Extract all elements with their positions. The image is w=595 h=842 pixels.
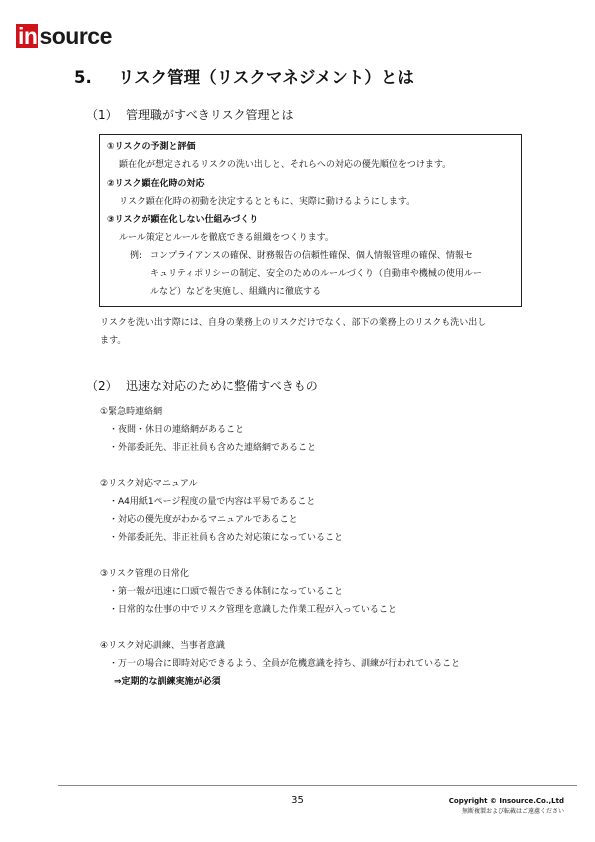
copyright-notice: 無断複製および転載はご遠慮ください <box>461 808 564 815</box>
section-title: リスク管理（リスクマネジメント）とは <box>118 68 414 87</box>
subsection-2-title: 迅速な対応のために整備すべきもの <box>126 379 318 393</box>
group-item: ・夜間・休日の連絡網があること <box>109 425 245 435</box>
training-emphasis: ⇒定期的な訓練実施が必須 <box>114 677 221 687</box>
group-item: ・第一報が迅速に口頭で報告できる体制になっていること <box>109 587 344 597</box>
subsection-1-title: 管理職がすべきリスク管理とは <box>126 108 294 122</box>
section-number: 5. <box>74 68 92 87</box>
subsection-1-number: （1） <box>86 108 118 122</box>
group-item: ・万一の場合に即時対応できるよう、全員が危機意識を持ち、訓練が行われていること <box>109 659 461 669</box>
group-title: ④リスク対応訓練、当事者意識 <box>100 641 225 651</box>
group-title: ③リスク管理の日常化 <box>100 569 189 579</box>
group-title: ②リスク対応マニュアル <box>100 479 198 489</box>
group-item: ・日常的な仕事の中でリスク管理を意識した作業工程が入っていること <box>109 605 397 615</box>
box-example-line: キュリティポリシーの制定、安全のためのルールづくり（自動車や機械の使用ルー <box>150 269 482 279</box>
footer-divider <box>58 785 577 786</box>
box-item3-title: ③リスクが顕在化しない仕組みづくり <box>107 215 259 225</box>
subsection-2-number: （2） <box>86 379 118 393</box>
logo-in-mark: in <box>18 23 38 49</box>
group-item: ・対応の優先度がわかるマニュアルであること <box>109 515 298 525</box>
box-item2-title: ②リスク顕在化時の対応 <box>107 179 205 189</box>
copyright-text: Copyright © Insource.Co.,Ltd <box>448 797 564 805</box>
box-item1-title: ①リスクの予測と評価 <box>107 142 196 152</box>
box-example-line: コンプライアンスの確保、財務報告の信頼性確保、個人情報管理の確保、情報セ <box>150 251 473 261</box>
section-heading <box>74 64 414 88</box>
box-example-label: 例: <box>130 251 143 261</box>
insource-logo <box>16 24 112 48</box>
box-example-line: ルなど）などを実施し、組織内に徹底する <box>150 287 322 297</box>
subsection-2-heading <box>86 377 318 394</box>
box-item1-text: 顕在化が想定されるリスクの洗い出しと、それらへの対応の優先順位をつけます。 <box>119 160 452 170</box>
box-item2-text: リスク顕在化時の初動を決定するとともに、実際に動けるようにします。 <box>119 197 416 207</box>
group-item: ・外部委託先、非正社員も含めた対応策になっていること <box>109 533 344 543</box>
note-line: リスクを洗い出す際には、自身の業務上のリスクだけでなく、部下の業務上のリスクも洗い出し <box>100 318 487 328</box>
logo-wordmark: source <box>39 23 112 49</box>
note-line: ます。 <box>100 336 127 346</box>
group-item: ・A4用紙1ページ程度の量で内容は平易であること <box>109 497 316 507</box>
group-title: ①緊急時連絡網 <box>100 407 163 417</box>
box-item3-text: ルール策定とルールを徹底できる組織をつくります。 <box>119 233 334 243</box>
subsection-1-heading <box>86 106 294 123</box>
page-number: 35 <box>291 795 304 806</box>
group-item: ・外部委託先、非正社員も含めた連絡網であること <box>109 443 317 453</box>
